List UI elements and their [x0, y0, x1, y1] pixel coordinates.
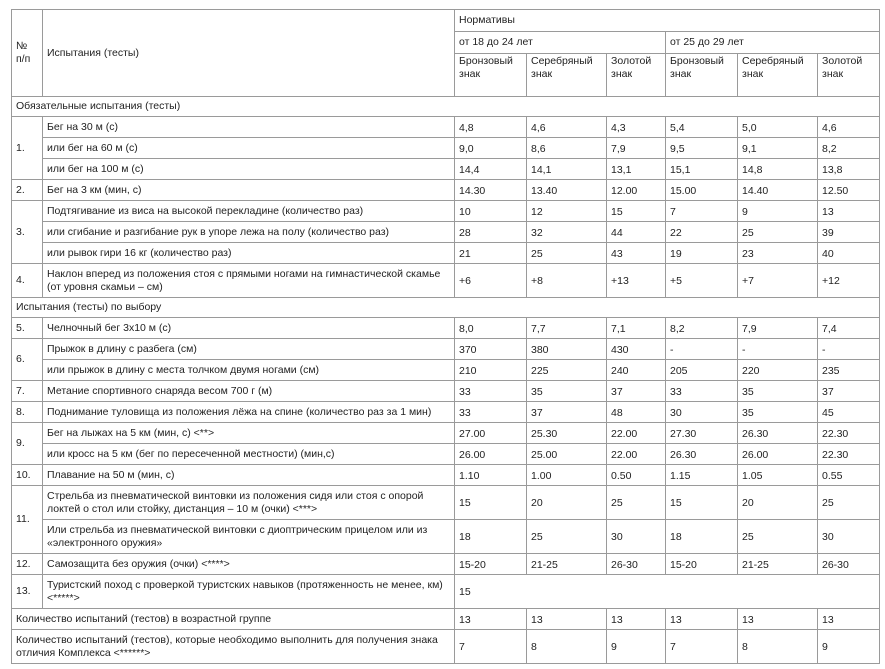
value-cell: 380: [527, 339, 607, 360]
value-cell: 9: [738, 201, 818, 222]
value-cell: 1.05: [738, 465, 818, 486]
value-cell: 22.00: [607, 423, 666, 444]
table-row: [12, 402, 880, 423]
value-cell: 25: [818, 486, 880, 520]
header-num: № п/п: [12, 10, 43, 97]
row-number: 9.: [12, 423, 43, 465]
header-gold: Золотой знак: [818, 54, 880, 97]
test-name: Бег на 3 км (мин, с): [43, 180, 455, 201]
value-cell: 1.10: [455, 465, 527, 486]
test-name: Количество испытаний (тестов) в возрастной группе: [12, 609, 455, 630]
row-number: 13.: [12, 575, 43, 609]
test-name: Бег на лыжах на 5 км (мин, с) <**>: [43, 423, 455, 444]
row-number: 7.: [12, 381, 43, 402]
value-cell: 210: [455, 360, 527, 381]
value-cell: 15-20: [666, 554, 738, 575]
value-cell: 28: [455, 222, 527, 243]
value-cell: 15-20: [455, 554, 527, 575]
value-cell: 30: [666, 402, 738, 423]
test-name: Количество испытаний (тестов), которые необходимо выполнить для получения знака отличия Комплекса <******>: [12, 630, 455, 664]
test-name: Стрельба из пневматической винтовки из положения сидя или стоя с опорой локтей о стол или стойку, дистанция – 10 м (очки) <***>: [43, 486, 455, 520]
test-name: Наклон вперед из положения стоя с прямыми ногами на гимнастической скамье (от уровня скамьи – см): [43, 264, 455, 298]
value-cell: 370: [455, 339, 527, 360]
row-number: 11.: [12, 486, 43, 554]
value-cell: 12: [527, 201, 607, 222]
test-name: Самозащита без оружия (очки) <****>: [43, 554, 455, 575]
value-cell: 21: [455, 243, 527, 264]
value-cell: 25.30: [527, 423, 607, 444]
row-number: 4.: [12, 264, 43, 298]
test-name: Метание спортивного снаряда весом 700 г (м): [43, 381, 455, 402]
value-cell: -: [738, 339, 818, 360]
value-cell: 225: [527, 360, 607, 381]
test-name: Поднимание туловища из положения лёжа на спине (количество раз за 1 мин): [43, 402, 455, 423]
test-name: или бег на 100 м (с): [43, 159, 455, 180]
value-cell: 7,1: [607, 318, 666, 339]
value-cell: 4,3: [607, 117, 666, 138]
test-name: Подтягивание из виса на высокой перекладине (количество раз): [43, 201, 455, 222]
value-cell: +8: [527, 264, 607, 298]
value-cell: 8: [738, 630, 818, 664]
value-cell: 15: [666, 486, 738, 520]
value-cell: 5,4: [666, 117, 738, 138]
table-row: [12, 520, 880, 554]
value-cell: 13: [455, 609, 527, 630]
value-cell: 8,6: [527, 138, 607, 159]
row-number: 12.: [12, 554, 43, 575]
value-cell: 9,1: [738, 138, 818, 159]
value-cell: 25.00: [527, 444, 607, 465]
header-bronze: Бронзовый знак: [455, 54, 527, 97]
value-cell: 35: [738, 381, 818, 402]
value-cell: 4,6: [818, 117, 880, 138]
value-cell: 22.30: [818, 423, 880, 444]
value-cell: 27.00: [455, 423, 527, 444]
value-cell: 9: [818, 630, 880, 664]
table-row: [12, 444, 880, 465]
value-cell: 1.15: [666, 465, 738, 486]
value-cell: 25: [738, 222, 818, 243]
value-cell: 14,1: [527, 159, 607, 180]
value-cell: 15: [455, 575, 880, 609]
value-cell: 22.30: [818, 444, 880, 465]
value-cell: 20: [527, 486, 607, 520]
value-cell: 20: [738, 486, 818, 520]
value-cell: 8: [527, 630, 607, 664]
value-cell: 25: [527, 520, 607, 554]
value-cell: 37: [607, 381, 666, 402]
row-number: 3.: [12, 201, 43, 264]
value-cell: 19: [666, 243, 738, 264]
value-cell: 23: [738, 243, 818, 264]
table-row: [12, 180, 880, 201]
table-row: [12, 486, 880, 520]
value-cell: 7: [455, 630, 527, 664]
value-cell: 25: [527, 243, 607, 264]
header-age-18-24: от 18 до 24 лет: [455, 32, 666, 54]
value-cell: 13: [607, 609, 666, 630]
section-mandatory: Обязательные испытания (тесты): [12, 97, 880, 117]
table-row: [12, 360, 880, 381]
test-name: Плавание на 50 м (мин, с): [43, 465, 455, 486]
value-cell: 14,8: [738, 159, 818, 180]
value-cell: 10: [455, 201, 527, 222]
value-cell: 33: [455, 381, 527, 402]
test-name: Или стрельба из пневматической винтовки с диоптрическим прицелом или из «электронного оружия»: [43, 520, 455, 554]
value-cell: 26-30: [818, 554, 880, 575]
value-cell: 43: [607, 243, 666, 264]
value-cell: 13: [818, 201, 880, 222]
value-cell: 22: [666, 222, 738, 243]
table-row: [12, 554, 880, 575]
test-name: Туристский поход с проверкой туристских навыков (протяженность не менее, км) <*****>: [43, 575, 455, 609]
header-gold: Золотой знак: [607, 54, 666, 97]
value-cell: 12.00: [607, 180, 666, 201]
value-cell: 35: [738, 402, 818, 423]
value-cell: 40: [818, 243, 880, 264]
table-row: [12, 381, 880, 402]
value-cell: 240: [607, 360, 666, 381]
value-cell: 32: [527, 222, 607, 243]
value-cell: 44: [607, 222, 666, 243]
value-cell: 13: [738, 609, 818, 630]
value-cell: 26.30: [738, 423, 818, 444]
value-cell: 26.00: [455, 444, 527, 465]
table-row: [12, 609, 880, 630]
header-age-25-29: от 25 до 29 лет: [666, 32, 880, 54]
value-cell: 0.50: [607, 465, 666, 486]
row-number: 1.: [12, 117, 43, 180]
test-name: Челночный бег 3х10 м (с): [43, 318, 455, 339]
value-cell: 430: [607, 339, 666, 360]
row-number: 2.: [12, 180, 43, 201]
value-cell: 0.55: [818, 465, 880, 486]
value-cell: 7,9: [738, 318, 818, 339]
test-name: или сгибание и разгибание рук в упоре лежа на полу (количество раз): [43, 222, 455, 243]
value-cell: 30: [607, 520, 666, 554]
header-norms: Нормативы: [455, 10, 880, 32]
value-cell: 25: [738, 520, 818, 554]
value-cell: 4,6: [527, 117, 607, 138]
test-name: или рывок гири 16 кг (количество раз): [43, 243, 455, 264]
value-cell: 25: [607, 486, 666, 520]
value-cell: +12: [818, 264, 880, 298]
value-cell: -: [818, 339, 880, 360]
value-cell: +5: [666, 264, 738, 298]
table-row: [12, 159, 880, 180]
value-cell: 22.00: [607, 444, 666, 465]
table-row: [12, 630, 880, 664]
value-cell: +7: [738, 264, 818, 298]
value-cell: 15.00: [666, 180, 738, 201]
value-cell: 14,4: [455, 159, 527, 180]
value-cell: 13: [818, 609, 880, 630]
value-cell: 9,5: [666, 138, 738, 159]
value-cell: 1.00: [527, 465, 607, 486]
header-bronze: Бронзовый знак: [666, 54, 738, 97]
value-cell: 7: [666, 630, 738, 664]
value-cell: 21-25: [738, 554, 818, 575]
value-cell: 7,4: [818, 318, 880, 339]
value-cell: 7: [666, 201, 738, 222]
test-name: Прыжок в длину с разбега (см): [43, 339, 455, 360]
value-cell: 13,1: [607, 159, 666, 180]
value-cell: 13,8: [818, 159, 880, 180]
value-cell: 220: [738, 360, 818, 381]
header-silver: Серебряный знак: [738, 54, 818, 97]
table-row: [12, 339, 880, 360]
value-cell: 26.30: [666, 444, 738, 465]
row-number: 5.: [12, 318, 43, 339]
value-cell: 35: [527, 381, 607, 402]
norms-table: [11, 9, 880, 664]
value-cell: 18: [666, 520, 738, 554]
value-cell: 9: [607, 630, 666, 664]
value-cell: 12.50: [818, 180, 880, 201]
value-cell: +6: [455, 264, 527, 298]
row-number: 8.: [12, 402, 43, 423]
table-row: [12, 465, 880, 486]
table-row: [12, 575, 880, 609]
value-cell: 26.00: [738, 444, 818, 465]
value-cell: 37: [818, 381, 880, 402]
value-cell: 33: [666, 381, 738, 402]
value-cell: 15,1: [666, 159, 738, 180]
table-row: [12, 243, 880, 264]
value-cell: 235: [818, 360, 880, 381]
value-cell: -: [666, 339, 738, 360]
table-row: [12, 423, 880, 444]
value-cell: 205: [666, 360, 738, 381]
table-row: [12, 117, 880, 138]
value-cell: 33: [455, 402, 527, 423]
value-cell: +13: [607, 264, 666, 298]
value-cell: 8,2: [666, 318, 738, 339]
value-cell: 15: [607, 201, 666, 222]
value-cell: 5,0: [738, 117, 818, 138]
test-name: или бег на 60 м (с): [43, 138, 455, 159]
table-row: [12, 138, 880, 159]
test-name: или прыжок в длину с места толчком двумя ногами (см): [43, 360, 455, 381]
header-silver: Серебряный знак: [527, 54, 607, 97]
value-cell: 27.30: [666, 423, 738, 444]
value-cell: 21-25: [527, 554, 607, 575]
value-cell: 13: [527, 609, 607, 630]
test-name: Бег на 30 м (с): [43, 117, 455, 138]
value-cell: 26-30: [607, 554, 666, 575]
value-cell: 13: [666, 609, 738, 630]
value-cell: 8,0: [455, 318, 527, 339]
value-cell: 14.40: [738, 180, 818, 201]
value-cell: 39: [818, 222, 880, 243]
header-name: Испытания (тесты): [43, 10, 455, 97]
value-cell: 48: [607, 402, 666, 423]
value-cell: 14.30: [455, 180, 527, 201]
value-cell: 7,9: [607, 138, 666, 159]
value-cell: 8,2: [818, 138, 880, 159]
value-cell: 37: [527, 402, 607, 423]
section-optional: Испытания (тесты) по выбору: [12, 298, 880, 318]
value-cell: 45: [818, 402, 880, 423]
row-number: 10.: [12, 465, 43, 486]
value-cell: 15: [455, 486, 527, 520]
table-row: [12, 201, 880, 222]
value-cell: 18: [455, 520, 527, 554]
value-cell: 13.40: [527, 180, 607, 201]
test-name: или кросс на 5 км (бег по пересеченной местности) (мин,с): [43, 444, 455, 465]
table-row: [12, 318, 880, 339]
value-cell: 9,0: [455, 138, 527, 159]
table-row: [12, 222, 880, 243]
value-cell: 30: [818, 520, 880, 554]
table-row: [12, 264, 880, 298]
value-cell: 7,7: [527, 318, 607, 339]
row-number: 6.: [12, 339, 43, 381]
value-cell: 4,8: [455, 117, 527, 138]
